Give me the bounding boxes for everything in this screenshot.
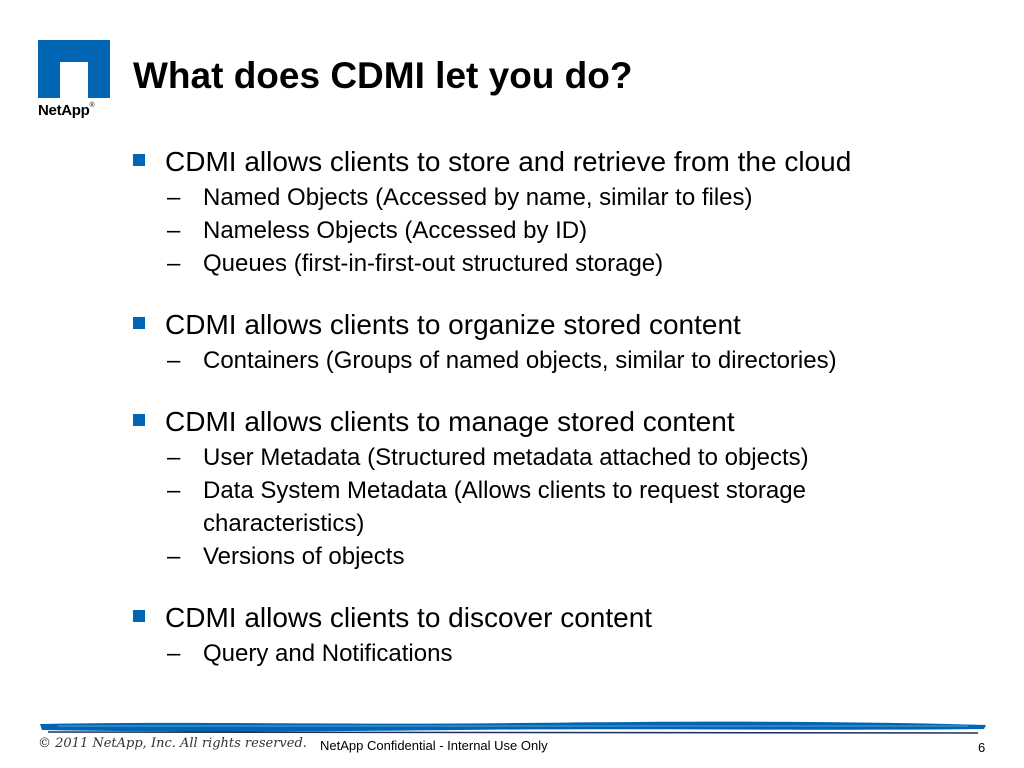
dash-bullet-icon: – [167, 184, 181, 211]
slide-content [133, 143, 993, 696]
sub-bullet-item [167, 474, 993, 540]
sub-bullet-item [167, 540, 993, 573]
dash-bullet-icon: – [167, 444, 181, 471]
sub-bullet-item [167, 181, 993, 214]
footer-brush-stroke [38, 718, 988, 736]
square-bullet-icon [133, 317, 145, 329]
sub-bullet-text: Queues (first-in-first-out structured storage) [203, 250, 664, 277]
sub-bullet-item [167, 441, 993, 474]
confidential-notice: NetApp Confidential - Internal Use Only [320, 738, 548, 753]
sub-bullet-text: User Metadata (Structured metadata attached to objects) [203, 444, 809, 471]
dash-bullet-icon: – [167, 477, 181, 504]
bullet-item [133, 599, 993, 637]
sub-bullet-item [167, 637, 993, 670]
dash-bullet-icon: – [167, 347, 181, 374]
sub-bullet-text: Named Objects (Accessed by name, similar to files) [203, 184, 753, 211]
registered-mark: ® [89, 102, 95, 109]
netapp-logo-icon [38, 40, 110, 98]
dash-bullet-icon: – [167, 250, 181, 277]
sub-bullet-text: Nameless Objects (Accessed by ID) [203, 217, 588, 244]
sub-bullet-item [167, 344, 993, 377]
netapp-logo [38, 40, 110, 120]
page-number: 6 [978, 740, 986, 755]
bullet-group [133, 403, 993, 573]
square-bullet-icon [133, 610, 145, 622]
bullet-text: CDMI allows clients to organize stored content [165, 309, 741, 340]
bullet-text: CDMI allows clients to manage stored content [165, 406, 735, 437]
square-bullet-icon [133, 154, 145, 166]
bullet-group [133, 599, 993, 670]
slide-title: What does CDMI let you do? [133, 55, 633, 96]
square-bullet-icon [133, 414, 145, 426]
bullet-item [133, 403, 993, 441]
bullet-group [133, 143, 993, 280]
sub-bullet-text: Containers (Groups of named objects, similar to directories) [203, 347, 837, 374]
sub-bullet-text: Query and Notifications [203, 640, 453, 667]
sub-bullet-item [167, 214, 993, 247]
bullet-text: CDMI allows clients to store and retrieve from the cloud [165, 146, 852, 177]
bullet-item [133, 306, 993, 344]
sub-bullet-item [167, 247, 993, 280]
bullet-text: CDMI allows clients to discover content [165, 602, 653, 633]
logo-text: NetApp [38, 102, 90, 119]
sub-bullet-text: Versions of objects [203, 543, 405, 570]
bullet-group [133, 306, 993, 377]
dash-bullet-icon: – [167, 543, 181, 570]
sub-bullet-text: Data System Metadata (Allows clients to request storage characteristics) [203, 477, 806, 537]
dash-bullet-icon: – [167, 217, 181, 244]
dash-bullet-icon: – [167, 640, 181, 667]
copyright-text: © 2011 NetApp, Inc. All rights reserved. [38, 736, 307, 751]
bullet-item [133, 143, 993, 181]
